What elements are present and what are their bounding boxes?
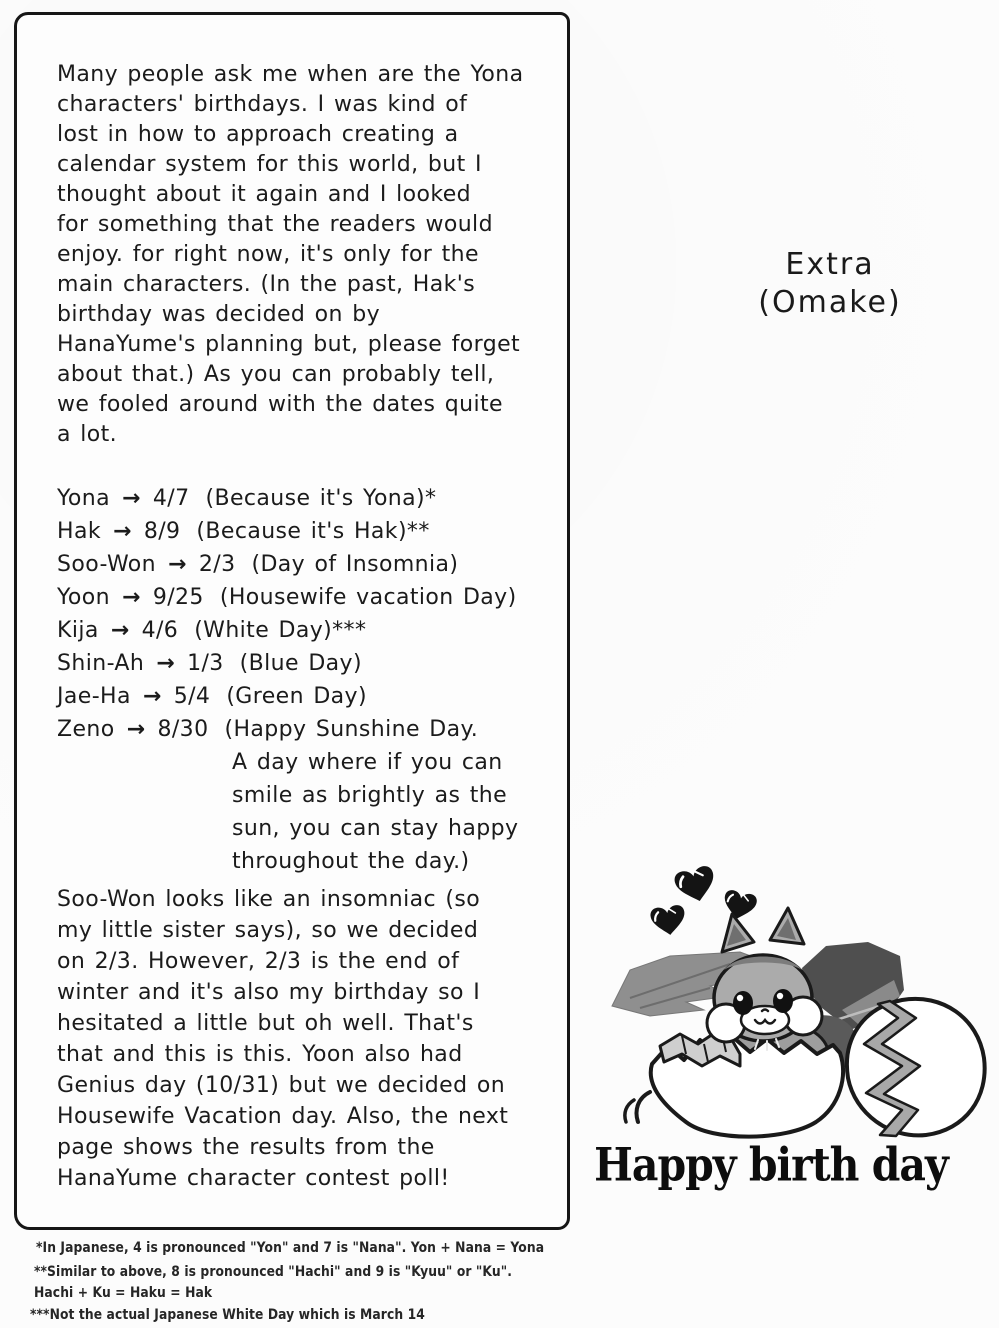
squirrel-head <box>707 908 822 1050</box>
birthday-note: (Happy Sunshine Day. <box>224 717 479 742</box>
text-line: Soo-Won looks like an insomniac (so <box>57 887 481 912</box>
text-line: A day where if you can <box>232 750 503 775</box>
birthday-date: 1/3 <box>187 651 224 676</box>
text-line: we fooled around with the dates quite <box>57 392 503 417</box>
text-line: on 2/3. However, 2/3 is the end of <box>57 949 460 974</box>
text-line: thought about it again and I looked <box>57 182 472 207</box>
text-line: HanaYume character contest poll! <box>57 1166 450 1191</box>
birthday-date: 2/3 <box>198 552 236 577</box>
arrow-glyph: → <box>126 717 146 742</box>
arrow-glyph: → <box>121 585 141 610</box>
text-line: Genius day (10/31) but we decided on <box>57 1073 506 1098</box>
text-line: that and this is this. Yoon also had <box>57 1042 463 1067</box>
extra-label-line: Extra <box>785 247 875 282</box>
birthday-date: 5/4 <box>173 684 211 709</box>
text-line: my little sister says), so we decided <box>57 918 479 943</box>
left-eye-icon <box>733 991 753 1015</box>
right-eye-icon <box>773 989 793 1013</box>
birthday-note: (Day of Insomnia) <box>251 552 459 577</box>
text-line: calendar system for this world, but I <box>57 152 482 177</box>
character-name: Hak <box>57 519 101 544</box>
birthday-note: (Housewife vacation Day) <box>219 585 517 610</box>
omake-label-line: (Omake) <box>758 285 902 320</box>
birthday-row <box>57 548 518 581</box>
birthday-note: (Because it's Hak)** <box>196 519 430 544</box>
birthday-row <box>57 581 518 614</box>
birthday-row <box>57 713 518 746</box>
text-line: characters' birthdays. I was kind of <box>57 92 468 117</box>
birthday-note: (Blue Day) <box>239 651 362 676</box>
text-line: main characters. (In the past, Hak's <box>57 272 476 297</box>
birthday-row <box>57 515 518 548</box>
text-line: winter and it's also my birthday so I <box>57 980 481 1005</box>
text-line: about that.) As you can probably tell, <box>57 362 495 387</box>
intro-paragraph <box>57 60 524 450</box>
character-name: Kija <box>57 618 99 643</box>
happy-birthday-caption: Happy birth day <box>594 1138 948 1192</box>
author-note-panel <box>14 12 570 1230</box>
text-line: hesitated a little but oh well. That's <box>57 1011 474 1036</box>
right-eye-highlight <box>777 993 783 999</box>
birthday-note: (Green Day) <box>226 684 367 709</box>
birthday-list <box>57 482 518 878</box>
birthday-row <box>57 614 518 647</box>
birthday-row <box>57 647 518 680</box>
left-eye-highlight <box>737 995 743 1001</box>
text-line: throughout the day.) <box>232 849 470 874</box>
footnote-hak-line2: Hachi + Ku = Haku = Hak <box>34 1285 213 1301</box>
arrow-glyph: → <box>156 651 176 676</box>
character-name: Shin-Ah <box>57 651 145 676</box>
character-name: Yoon <box>57 585 110 610</box>
arrow-glyph: → <box>168 552 187 577</box>
extra-omake-label <box>690 246 970 322</box>
character-name: Jae-Ha <box>57 684 131 709</box>
zeno-note-continuation <box>232 746 518 878</box>
footnote-hak-line1: **Similar to above, 8 is pronounced "Hachi" and 9 is "Kyuu" or "Ku". <box>34 1264 512 1280</box>
arrow-glyph: → <box>122 486 141 511</box>
birthday-note: (White Day)*** <box>194 618 367 643</box>
birthday-note: (Because it's Yona)* <box>205 486 437 511</box>
arrow-glyph: → <box>142 684 162 709</box>
text-line: HanaYume's planning but, please forget <box>57 332 521 357</box>
text-line: enjoy. for right now, it's only for the <box>57 242 479 267</box>
birthday-date: 4/7 <box>152 486 190 511</box>
text-line: lost in how to approach creating a <box>57 122 459 147</box>
character-name: Zeno <box>57 717 115 742</box>
text-line: Many people ask me when are the Yona <box>57 62 524 87</box>
arrow-glyph: → <box>110 618 130 643</box>
text-line: sun, you can stay happy <box>232 816 519 841</box>
birthday-row <box>57 482 518 515</box>
text-line: Housewife Vacation day. Also, the next <box>57 1104 509 1129</box>
motion-lines-icon <box>625 1092 650 1122</box>
cracked-shell-piece-icon <box>847 999 985 1136</box>
birthday-row <box>57 680 518 713</box>
arrow-glyph: → <box>112 519 132 544</box>
text-line: smile as brightly as the <box>232 783 508 808</box>
hatching-squirrel-illustration <box>590 848 990 1148</box>
text-line: page shows the results from the <box>57 1135 435 1160</box>
birthday-date: 8/30 <box>157 717 209 742</box>
footnote-yona: *In Japanese, 4 is pronounced "Yon" and 7 is "Nana". Yon + Nana = Yona <box>36 1240 545 1256</box>
text-line: for something that the readers would <box>57 212 493 237</box>
birthday-date: 8/9 <box>143 519 181 544</box>
character-name: Yona <box>57 486 111 511</box>
birthday-date: 4/6 <box>141 618 179 643</box>
footnote-white-day: ***Not the actual Japanese White Day which is March 14 <box>30 1307 425 1323</box>
text-line: a lot. <box>57 422 118 447</box>
character-name: Soo-Won <box>57 552 157 577</box>
birthday-date: 9/25 <box>152 585 204 610</box>
closing-paragraph <box>57 884 508 1194</box>
text-line: birthday was decided on by <box>57 302 381 327</box>
